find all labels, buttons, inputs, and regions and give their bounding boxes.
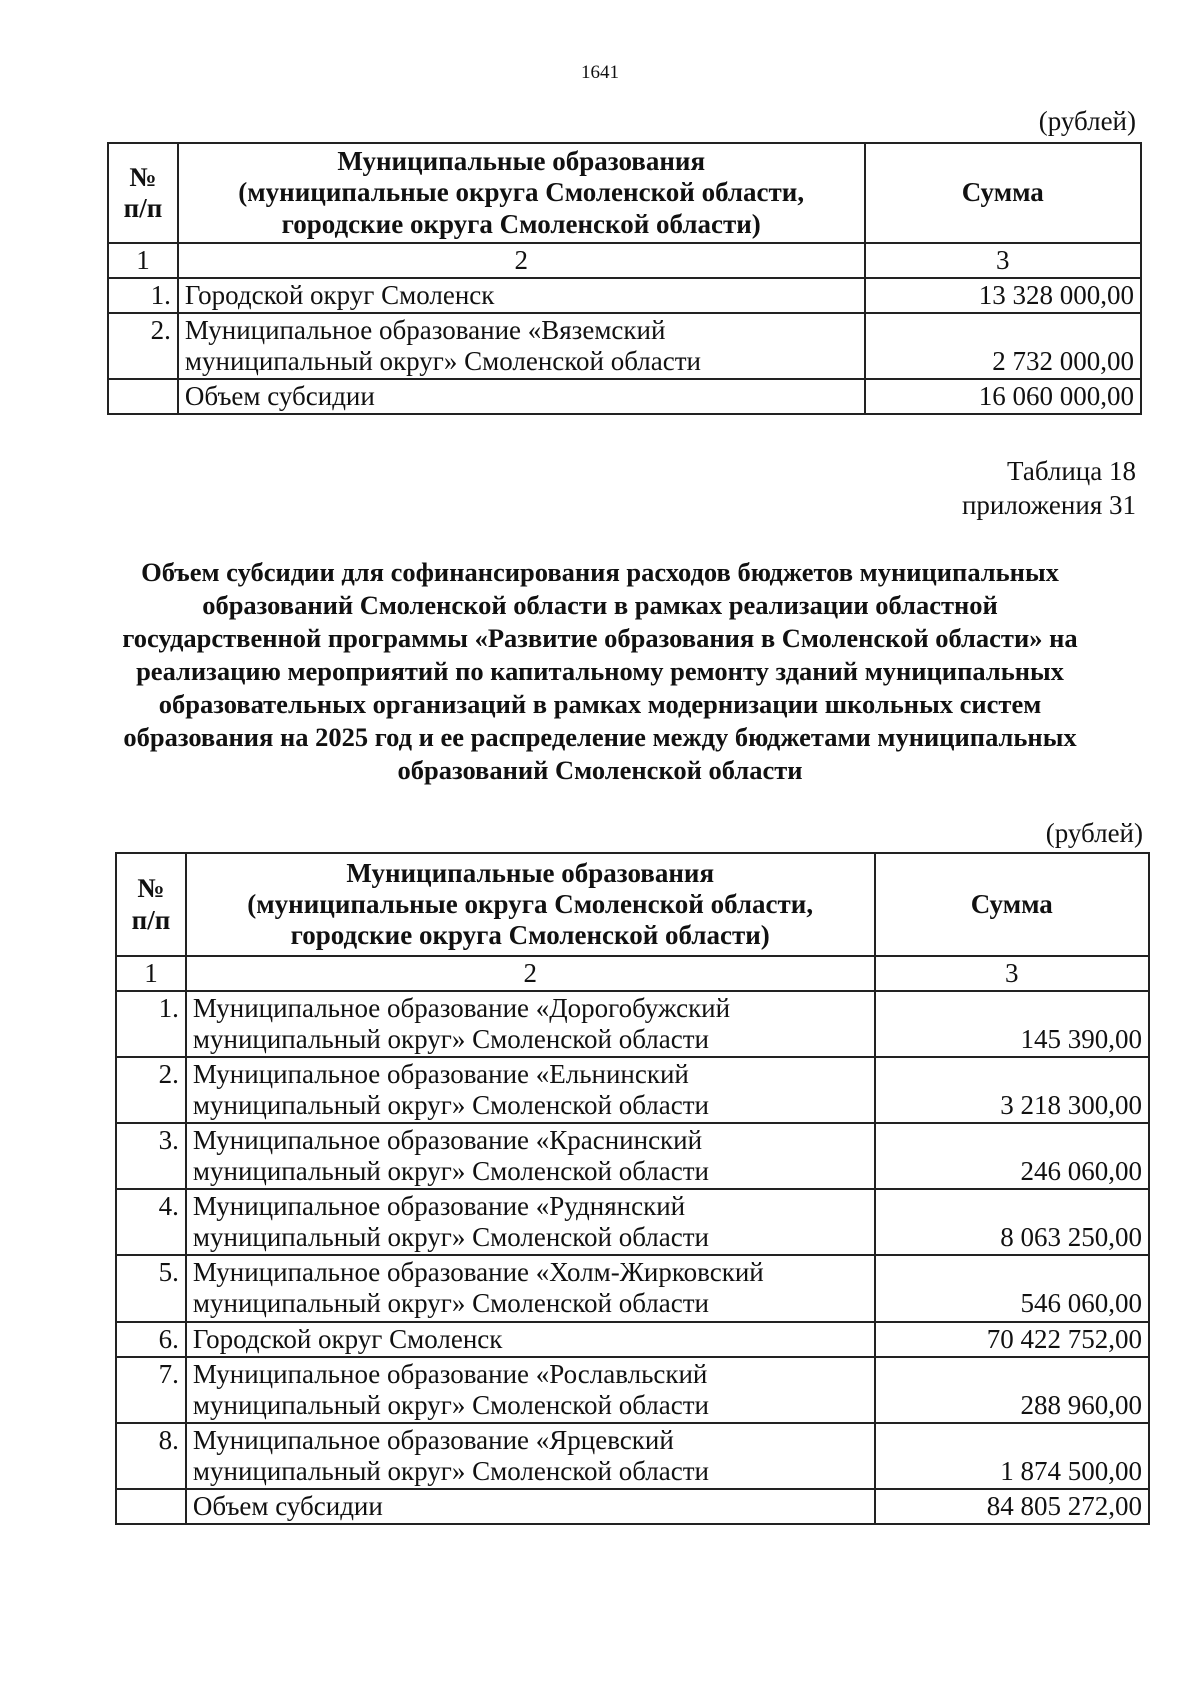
row-num: 2. [108,313,178,379]
table1-units: (рублей) [1038,106,1136,136]
table-row [108,313,1141,379]
total-num [108,379,178,414]
table-caption [962,455,1136,523]
name-line: муниципальный округ» Смоленской области [192,1389,709,1420]
name-line: Муниципальное образование «Ярцевский [192,1424,674,1455]
table2-header-name [186,853,875,956]
name-line: муниципальный округ» Смоленской области [192,1024,709,1055]
row-num: 5. [116,1255,186,1321]
colnum-cell: 3 [865,243,1141,278]
table2 [115,852,1150,1525]
header-line: Муниципальные образования [346,857,715,888]
total-label: Объем субсидии [178,379,865,414]
row-sum: 8 063 250,00 [875,1189,1149,1255]
table-row [116,1255,1149,1321]
colnum-cell: 1 [116,956,186,991]
table-row [116,1423,1149,1489]
header-line: городские округа Смоленской области) [290,920,770,951]
row-sum: 1 874 500,00 [875,1423,1149,1489]
row-num: 7. [116,1357,186,1423]
row-name: Городской округ Смоленск [186,1322,875,1357]
name-line: Муниципальное образование «Холм-Жирковский [192,1257,764,1288]
table-row [116,1189,1149,1255]
table2-header-num: № п/п [116,853,186,956]
table-row [116,1322,1149,1357]
row-sum: 70 422 752,00 [875,1322,1149,1357]
name-line: муниципальный округ» Смоленской области [192,1090,709,1121]
row-num: 1. [116,991,186,1057]
row-num: 8. [116,1423,186,1489]
row-num: 3. [116,1123,186,1189]
row-num: 1. [108,278,178,313]
row-num: 2. [116,1057,186,1123]
table-row [108,278,1141,313]
table1-header-name [178,143,865,243]
header-line: (муниципальные округа Смоленской области, [238,177,805,208]
table-row [116,1123,1149,1189]
row-name [178,313,865,379]
row-sum: 145 390,00 [875,991,1149,1057]
title-line: реализацию мероприятий по капитальному ремонту зданий муниципальных [136,655,1064,686]
header-line: (муниципальные округа Смоленской области, [247,888,814,919]
colnum-cell: 2 [178,243,865,278]
name-line: Муниципальное образование «Краснинский [192,1125,703,1156]
name-line: Муниципальное образование «Ельнинский [192,1059,689,1090]
table2-units: (рублей) [1045,818,1143,848]
table1-header-sum: Сумма [865,143,1141,243]
table2-colnum-row [116,956,1149,991]
table2-total-row [116,1489,1149,1524]
title-line: государственной программы «Развитие образования в Смоленской области» на [122,622,1078,653]
title-line: образования на 2025 год и ее распределение между бюджетами муниципальных [123,721,1077,752]
row-name [186,1357,875,1423]
table2-header-sum: Сумма [875,853,1149,956]
name-line: Муниципальное образование «Дорогобужский [192,993,731,1024]
caption-line: Таблица 18 [1007,456,1136,486]
table1 [107,142,1142,415]
row-name: Городской округ Смоленск [178,278,865,313]
colnum-cell: 3 [875,956,1149,991]
row-sum: 3 218 300,00 [875,1057,1149,1123]
table-row [116,1357,1149,1423]
name-line: Муниципальное образование «Рославльский [192,1358,708,1389]
row-sum: 288 960,00 [875,1357,1149,1423]
table-row [116,1057,1149,1123]
row-name [186,1423,875,1489]
table2-header-row [116,853,1149,956]
header-line: городские округа Смоленской области) [281,208,761,239]
colnum-cell: 1 [108,243,178,278]
row-sum: 546 060,00 [875,1255,1149,1321]
total-num [116,1489,186,1524]
total-sum: 16 060 000,00 [865,379,1141,414]
header-line: Муниципальные образования [337,146,706,177]
total-sum: 84 805 272,00 [875,1489,1149,1524]
table1-header-num: № п/п [108,143,178,243]
total-label: Объем субсидии [186,1489,875,1524]
row-name [186,1123,875,1189]
name-line: муниципальный округ» Смоленской области [192,1222,709,1253]
row-num: 4. [116,1189,186,1255]
name-line: Муниципальное образование «Вяземский [184,315,666,346]
row-name [186,1057,875,1123]
page-number: 1641 [581,62,619,83]
table-row [116,991,1149,1057]
title-line: образовательных организаций в рамках модернизации школьных систем [158,688,1042,719]
row-name [186,1255,875,1321]
table1-total-row [108,379,1141,414]
row-num: 6. [116,1322,186,1357]
colnum-cell: 2 [186,956,875,991]
row-name [186,991,875,1057]
name-line: муниципальный округ» Смоленской области [184,346,701,377]
caption-line: приложения 31 [961,489,1136,520]
table1-colnum-row [108,243,1141,278]
row-sum: 2 732 000,00 [865,313,1141,379]
name-line: муниципальный округ» Смоленской области [192,1455,709,1486]
name-line: муниципальный округ» Смоленской области [192,1288,709,1319]
document-title [100,556,1100,787]
title-line: образований Смоленской области в рамках реализации областной [202,589,998,620]
row-name [186,1189,875,1255]
name-line: Муниципальное образование «Руднянский [192,1191,686,1222]
title-line: образований Смоленской области [397,754,803,785]
row-sum: 246 060,00 [875,1123,1149,1189]
row-sum: 13 328 000,00 [865,278,1141,313]
table1-header-row [108,143,1141,243]
title-line: Объем субсидии для софинансирования расходов бюджетов муниципальных [141,557,1059,587]
name-line: муниципальный округ» Смоленской области [192,1156,709,1187]
